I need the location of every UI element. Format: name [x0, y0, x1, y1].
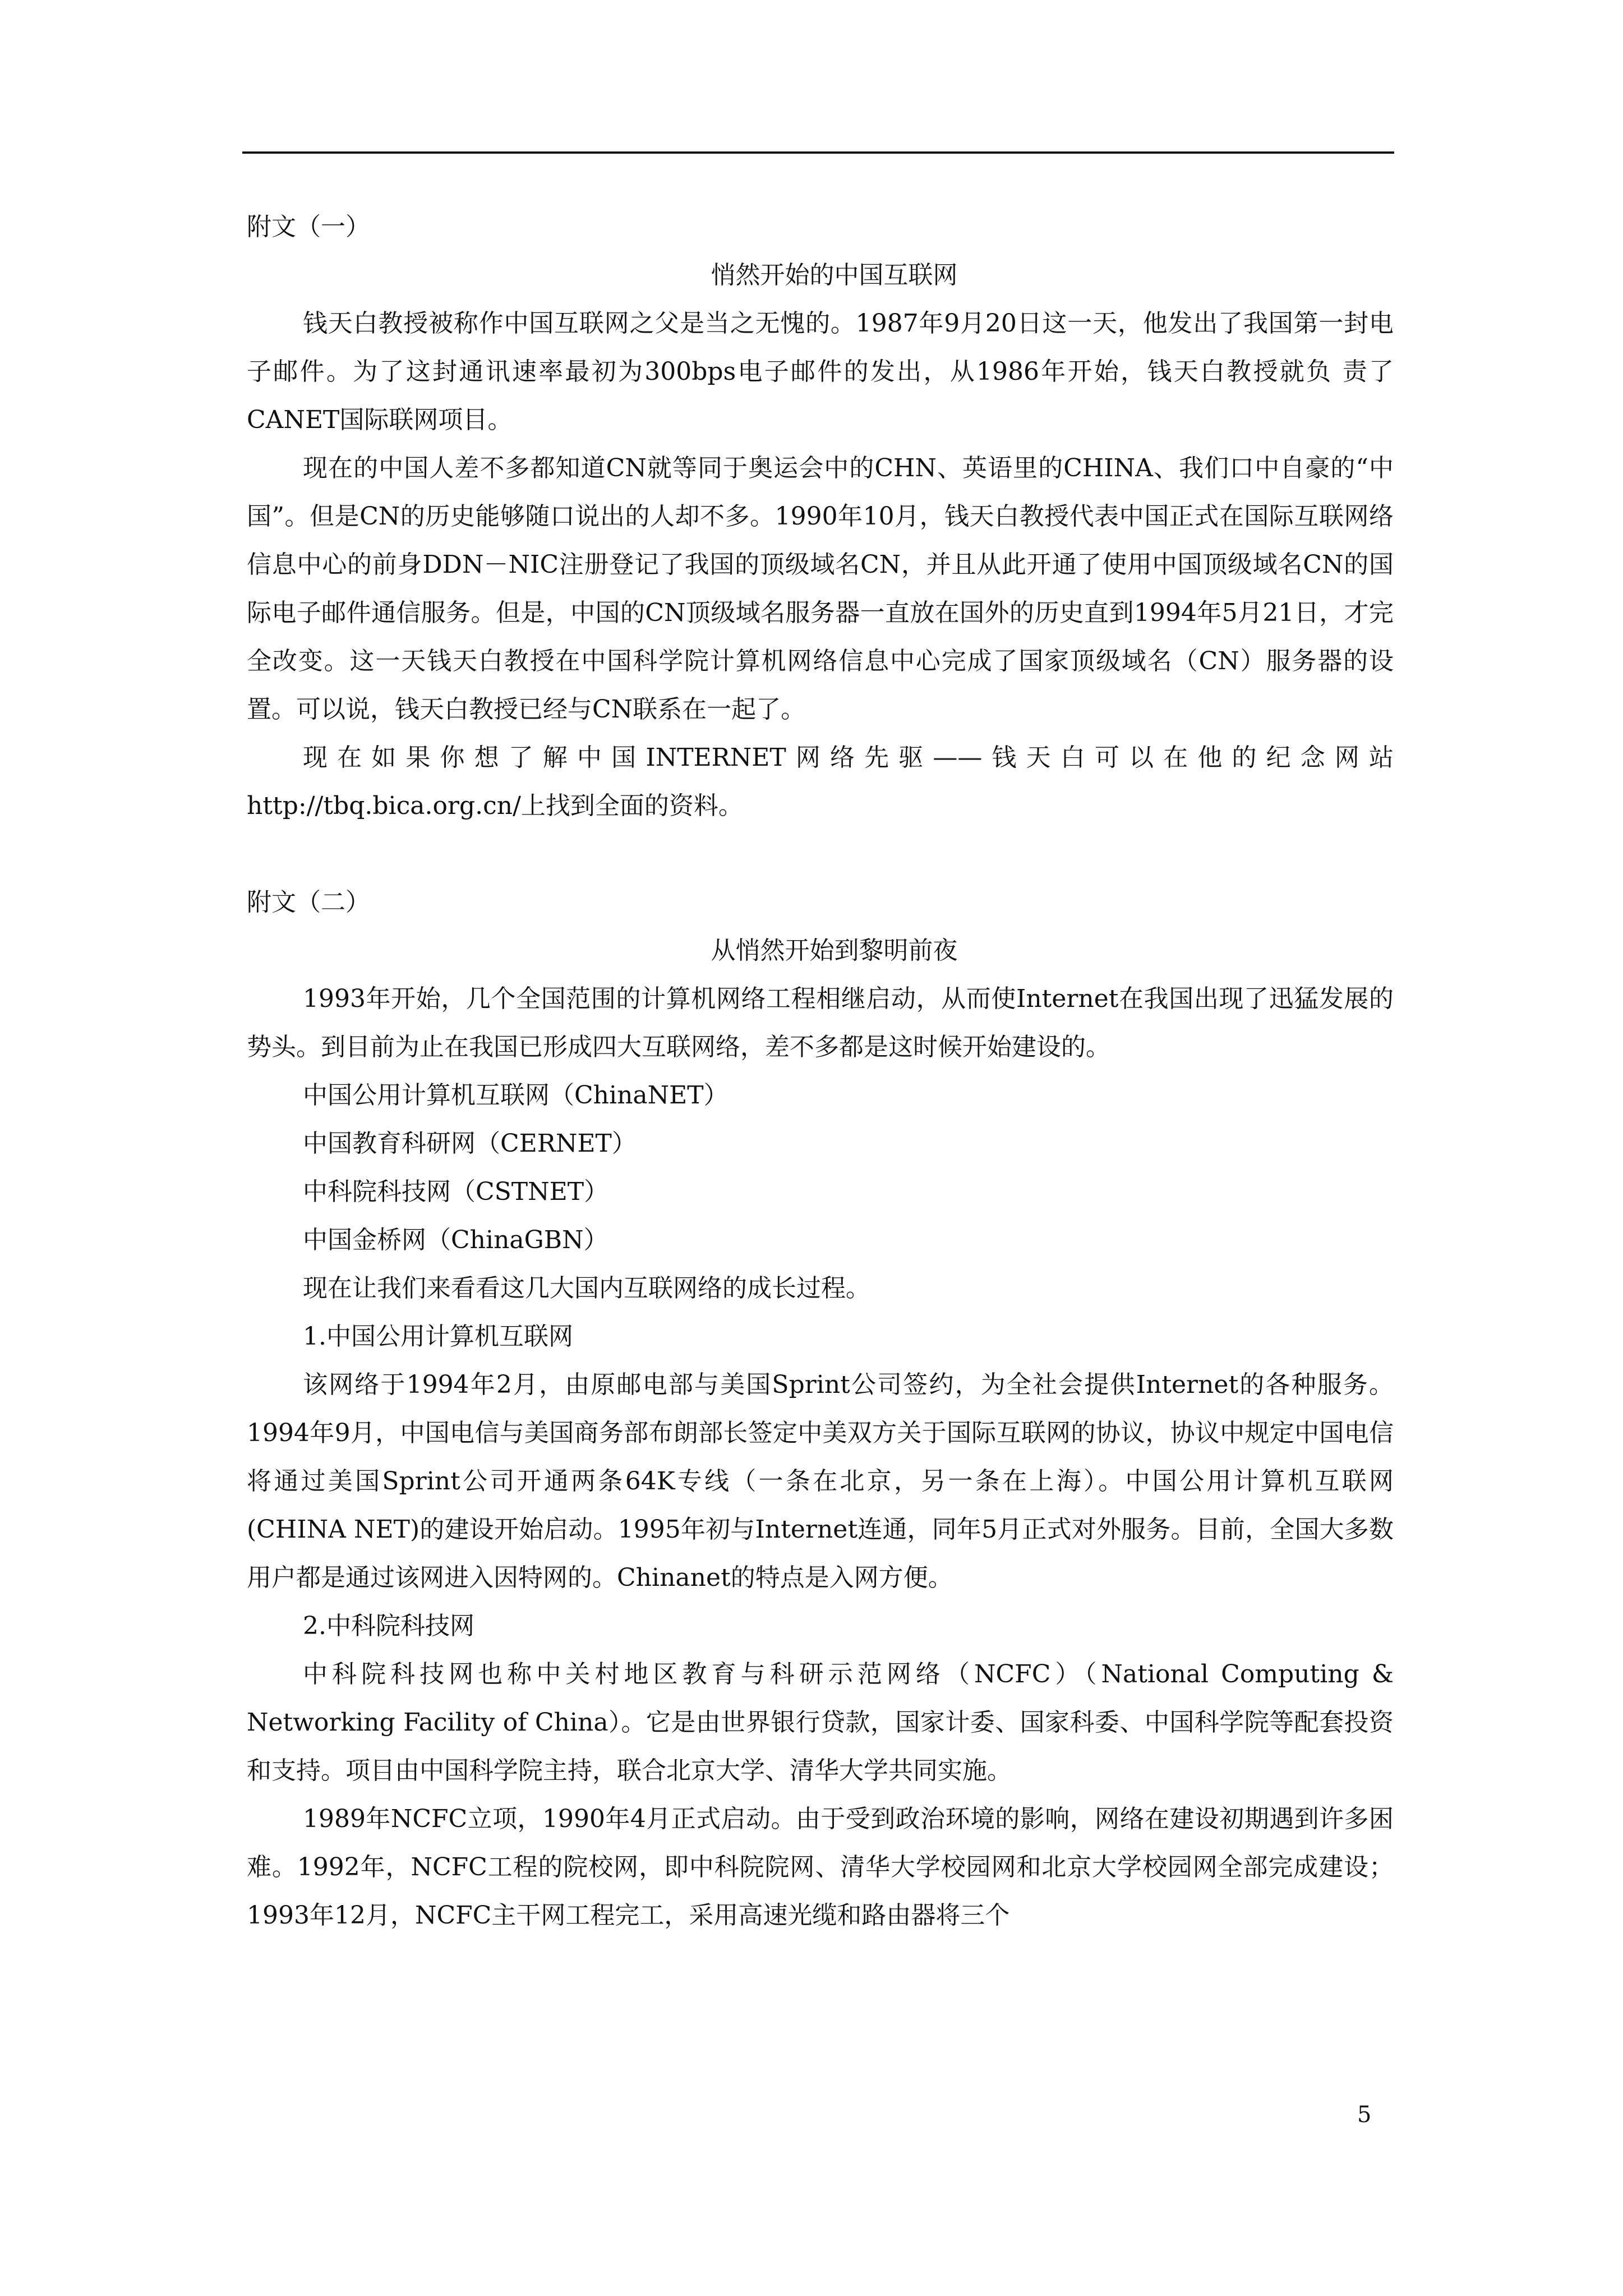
- section-2-paragraph: 中科院科技网也称中关村地区教育与科研示范网络（NCFC）（National Computing & Networking Facility of China）。它是由世界银行贷款，国家计委、国家科委、中国科学院等配套投资和支持。项目由中国科学院主持，联合北京大学、清华大学共同实施。: [247, 1660, 1394, 1785]
- header-rule: [242, 151, 1394, 154]
- network-list-item: 中国金桥网（ChinaGBN）: [303, 1226, 608, 1254]
- section-2-paragraph: 1989年NCFC立项，1990年4月正式启动。由于受到政治环境的影响，网络在建设初期遇到许多困难。1992年，NCFC工程的院校网，即中科院院网、清华大学校园网和北京大学校园网全部完成建设；1993年12月，NCFC主干网工程完工，采用高速光缆和路由器将三个: [247, 1805, 1394, 1930]
- appendix-2-intro: 1993年开始，几个全国范围的计算机网络工程相继启动，从而使Internet在我国出现了迅猛发展的势头。到目前为止在我国已形成四大互联网络，差不多都是这时候开始建设的。: [247, 984, 1394, 1061]
- appendix-2-lead: 现在让我们来看看这几大国内互联网络的成长过程。: [303, 1274, 870, 1303]
- appendix-1-paragraph: 钱天白教授被称作中国互联网之父是当之无愧的。1987年9月20日这一天，他发出了我国第一封电子邮件。为了这封通讯速率最初为300bps电子邮件的发出，从1986年开始，钱天白教授就负 责了CANET国际联网项目。: [247, 309, 1394, 434]
- appendix-2-label: 附文（二）: [247, 888, 370, 917]
- appendix-1-paragraph: 现在的中国人差不多都知道CN就等同于奥运会中的CHN、英语里的CHINA、我们口中自豪的“中国”。但是CN的历史能够随口说出的人却不多。1990年10月，钱天白教授代表中国正式在国际互联网络信息中心的前身DDN－NIC注册登记了我国的顶级域名CN，并且从此开通了使用中国顶级域名CN的国际电子邮件通信服务。但是，中国的CN顶级域名服务器一直放在国外的历史直到1994年5月21日，才完全改变。这一天钱天白教授在中国科学院计算机网络信息中心完成了国家顶级域名（CN）服务器的设置。可以说，钱天白教授已经与CN联系在一起了。: [247, 454, 1394, 724]
- page-number: 5: [1357, 2102, 1372, 2128]
- section-gap: [247, 830, 1394, 878]
- appendix-1-label: 附文（一）: [247, 213, 370, 241]
- network-list-item: 中国公用计算机互联网（ChinaNET）: [303, 1081, 728, 1110]
- network-list-item: 中科院科技网（CSTNET）: [303, 1177, 609, 1206]
- network-list-item: 中国教育科研网（CERNET）: [303, 1129, 637, 1158]
- document-body: [247, 203, 1394, 1940]
- section-1-heading: 1.中国公用计算机互联网: [303, 1322, 573, 1351]
- section-2-heading: 2.中科院科技网: [303, 1612, 474, 1640]
- section-1-paragraph: 该网络于1994年2月，由原邮电部与美国Sprint公司签约，为全社会提供Internet的各种服务。1994年9月，中国电信与美国商务部布朗部长签定中美双方关于国际互联网的协议，协议中规定中国电信将通过美国Sprint公司开通两条64K专线（一条在北京，另一条在上海）。中国公用计算机互联网(CHINA NET)的建设开始启动。1995年初与Internet连通，同年5月正式对外服务。目前，全国大多数用户都是通过该网进入因特网的。Chinanet的特点是入网方便。: [247, 1370, 1394, 1592]
- appendix-1-paragraph: 现在如果你想了解中国INTERNET网络先驱——钱天白可以在他的纪念网站http://tbq.bica.org.cn/上找到全面的资料。: [247, 743, 1394, 820]
- appendix-2-title: 从悄然开始到黎明前夜: [711, 936, 958, 965]
- appendix-1-title: 悄然开始的中国互联网: [711, 261, 958, 289]
